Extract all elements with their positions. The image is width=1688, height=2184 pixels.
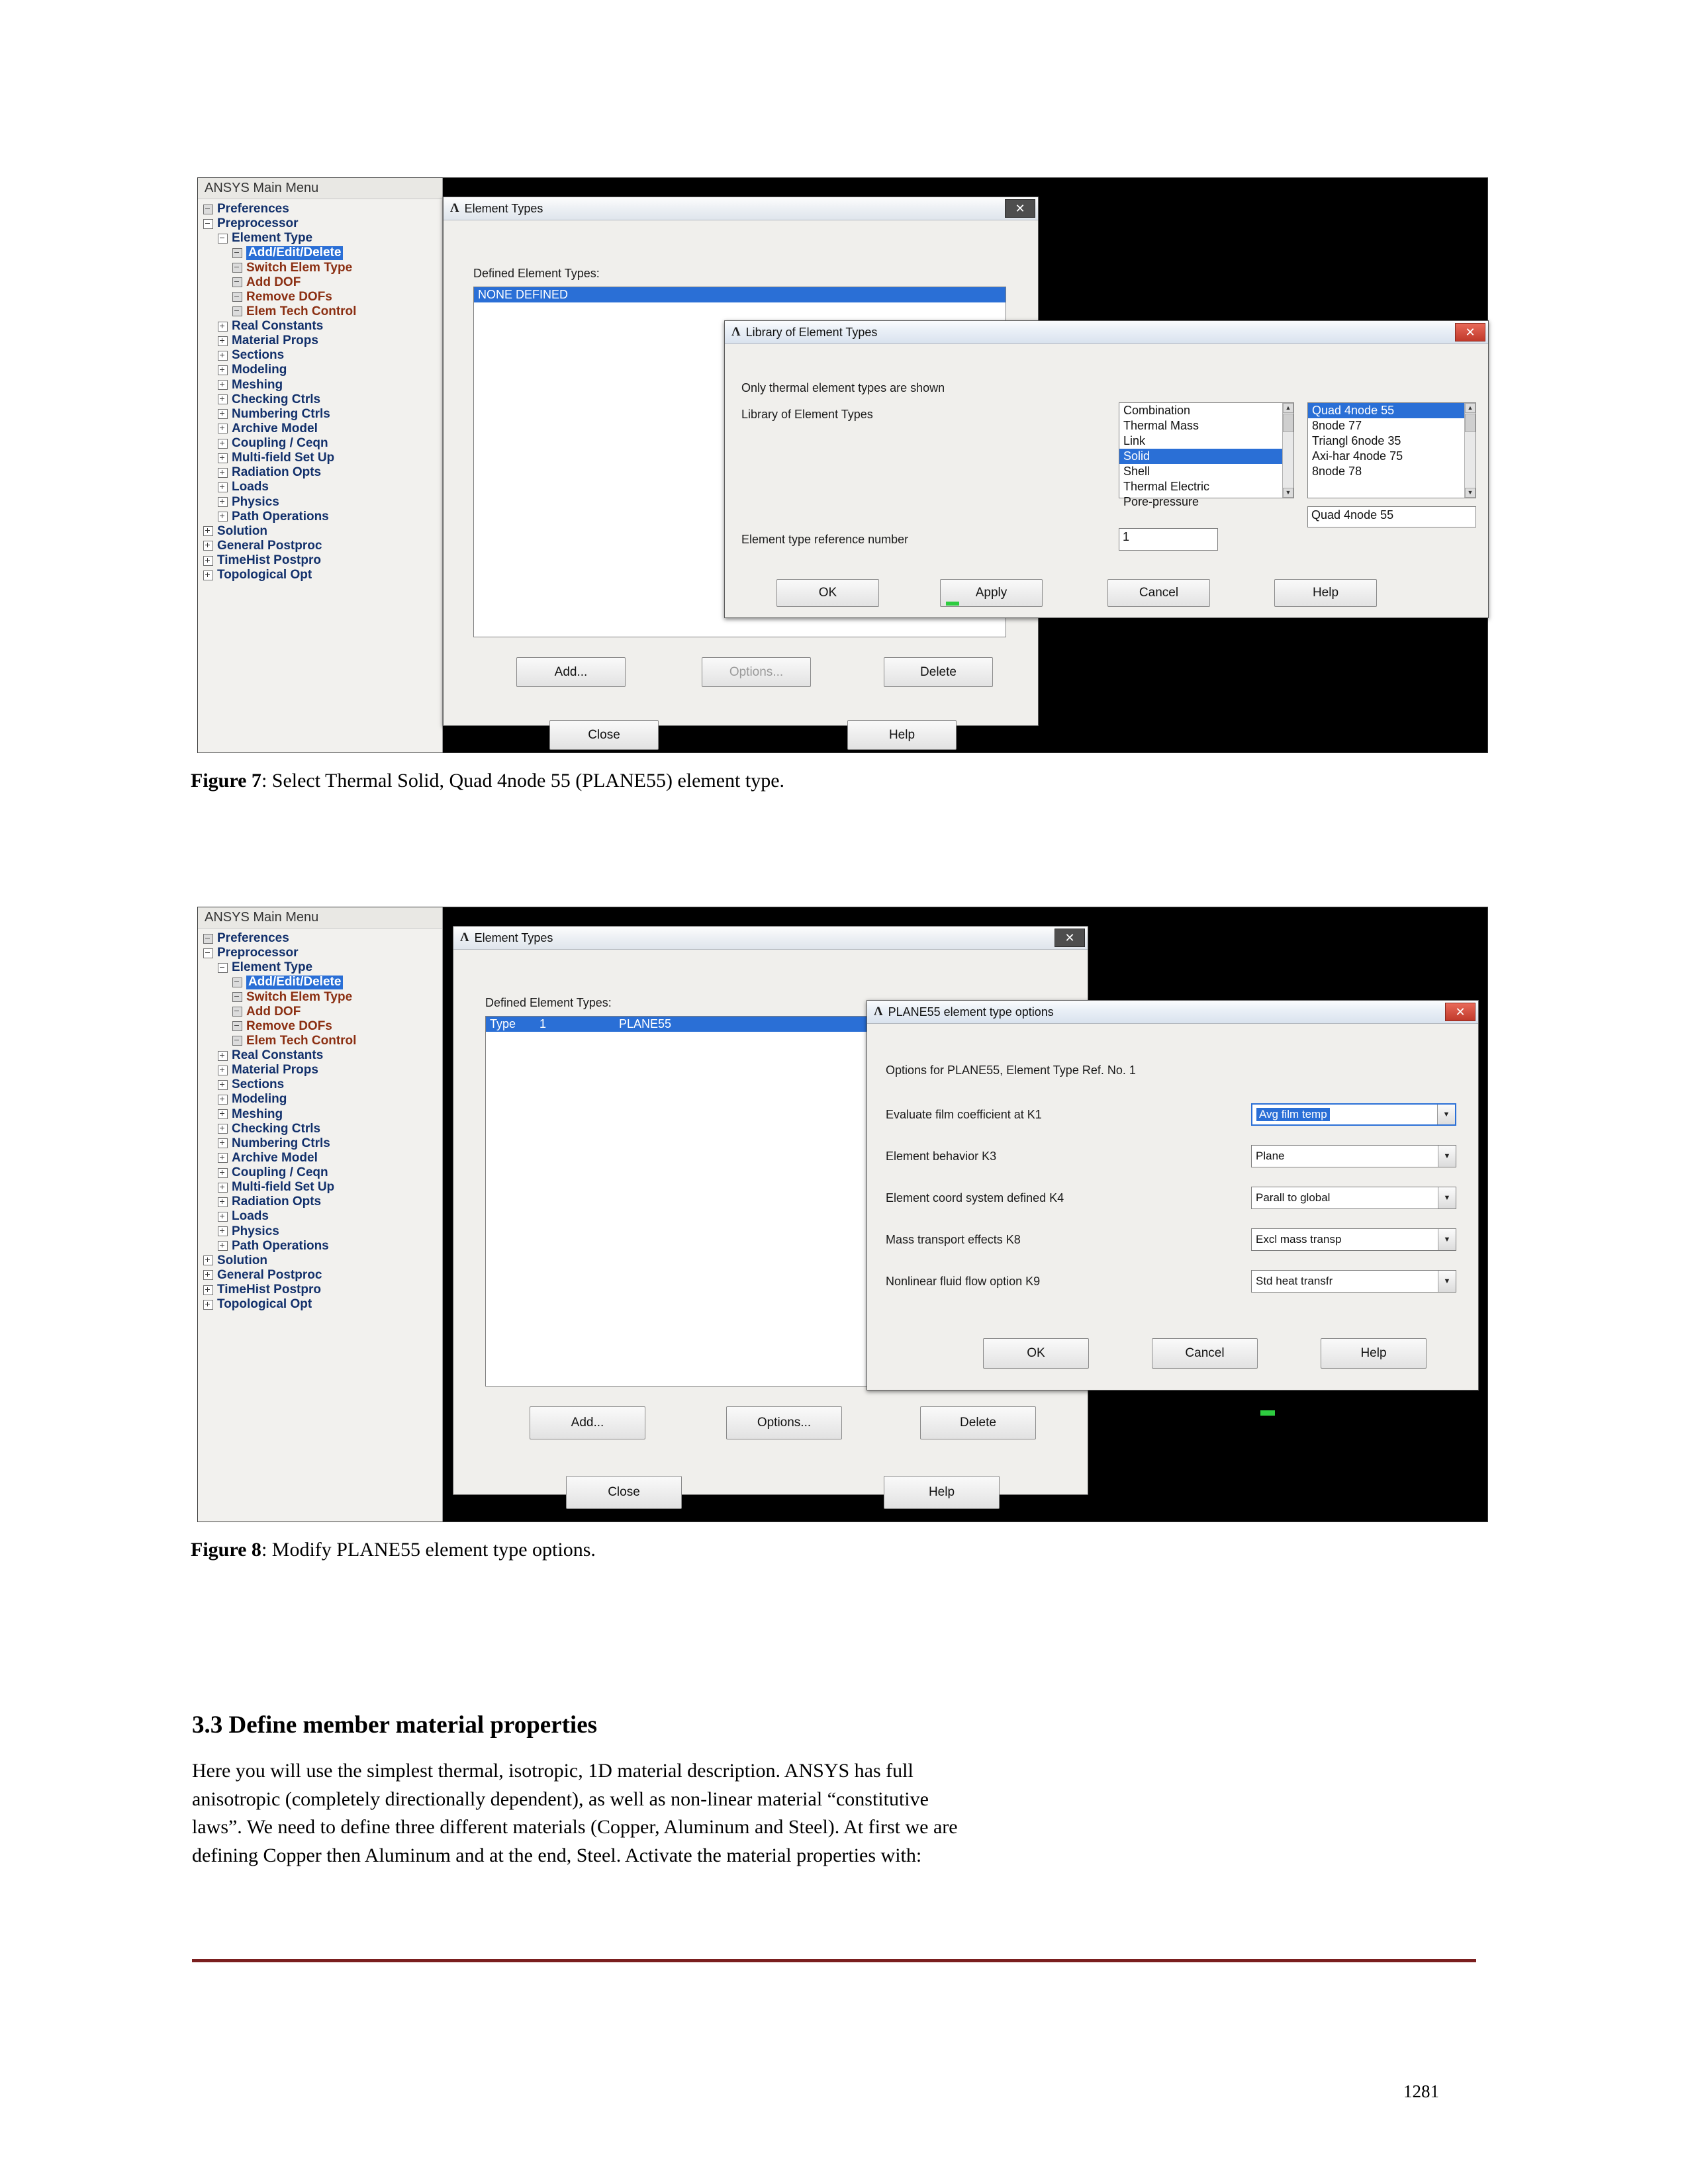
tree-item-add-dof[interactable] <box>198 275 442 290</box>
scroll-down-icon[interactable]: ▼ <box>1465 488 1476 498</box>
tree-item-timehist-postpro[interactable] <box>198 553 442 568</box>
section-heading-3-3: 3.3 Define member material properties <box>192 1711 598 1739</box>
option-value: Plane <box>1256 1150 1285 1162</box>
tree-item-label: Preprocessor <box>217 946 299 960</box>
tree-item-label: Sections <box>232 348 285 363</box>
figure-7-caption <box>191 770 784 792</box>
ansys-logo-icon: Λ <box>460 931 469 944</box>
scrollbar-thumb[interactable] <box>1465 414 1476 432</box>
ansys-logo-icon: Λ <box>450 201 459 215</box>
help-button-8[interactable]: Help <box>884 1476 1000 1509</box>
tree-item-coupling-ceqn[interactable] <box>198 1165 442 1180</box>
expand-icon[interactable] <box>218 424 228 433</box>
tree-item-preferences[interactable] <box>198 202 442 216</box>
expand-icon[interactable] <box>218 512 228 522</box>
tree-item-elem-tech-control[interactable] <box>198 1034 442 1048</box>
row-type: Type <box>490 1017 516 1030</box>
tree-item-label: Sections <box>232 1077 285 1092</box>
element-type-reference-number-input[interactable]: 1 <box>1119 528 1218 551</box>
expand-icon[interactable] <box>218 1168 228 1178</box>
tree-item-label: Remove DOFs <box>246 289 332 304</box>
bullet-icon[interactable] <box>232 1036 242 1046</box>
expand-icon[interactable] <box>218 380 228 390</box>
expand-icon[interactable] <box>218 1197 228 1207</box>
row-number: 1 <box>539 1017 547 1030</box>
tree-item-preprocessor[interactable] <box>198 216 442 231</box>
scroll-up-icon[interactable]: ▲ <box>1283 403 1293 413</box>
help-button-options[interactable]: Help <box>1321 1338 1427 1369</box>
tree-item-radiation-opts[interactable] <box>198 1195 442 1209</box>
tree-item-preferences[interactable] <box>198 931 442 946</box>
tree-item-label: Preferences <box>217 931 289 945</box>
tree-item-label: Coupling / Ceqn <box>232 436 328 450</box>
expand-icon[interactable] <box>218 468 228 478</box>
close-icon[interactable]: ✕ <box>1055 929 1085 947</box>
options-button-7[interactable]: Options... <box>702 657 811 687</box>
tree-item-preprocessor[interactable] <box>198 946 442 960</box>
cancel-button-library[interactable]: Cancel <box>1107 579 1210 607</box>
expand-icon[interactable] <box>203 1285 213 1295</box>
tree-item-label: Physics <box>232 494 279 509</box>
scrollbar-vertical[interactable] <box>1464 403 1476 498</box>
tree-item-remove-dofs[interactable] <box>198 290 442 304</box>
option-value: Excl mass transp <box>1256 1233 1342 1246</box>
bullet-icon[interactable] <box>232 992 242 1002</box>
library-body <box>725 344 1488 641</box>
tree-item-numbering-ctrls[interactable] <box>198 407 442 422</box>
element-types-title-7: Element Types <box>464 201 543 215</box>
expand-icon[interactable] <box>218 1124 228 1134</box>
expand-icon[interactable] <box>203 1300 213 1310</box>
figure-8-screenshot <box>197 907 1488 1522</box>
tree-item-path-operations[interactable] <box>198 1239 442 1253</box>
ansys-tree-8[interactable] <box>198 929 442 1312</box>
expand-icon[interactable] <box>218 351 228 361</box>
tree-item-checking-ctrls[interactable] <box>198 392 442 407</box>
tree-item-label: Add DOF <box>246 275 301 289</box>
option-value: Parall to global <box>1256 1191 1331 1204</box>
expand-icon[interactable] <box>218 439 228 449</box>
expand-icon[interactable] <box>218 1080 228 1090</box>
list-item[interactable]: Axi-har 4node 75 <box>1312 449 1403 463</box>
section-paragraph <box>192 1757 1476 1870</box>
tree-item-label: General Postproc <box>217 538 322 553</box>
graphics-marker <box>946 602 959 606</box>
bullet-icon[interactable] <box>232 1021 242 1031</box>
close-icon[interactable]: ✕ <box>1445 1003 1476 1021</box>
expand-icon[interactable] <box>218 409 228 419</box>
option-label-k1: Element behavior K3 <box>886 1150 997 1163</box>
tree-item-label: Multi-field Set Up <box>232 451 335 465</box>
chevron-down-icon[interactable]: ▼ <box>1438 1146 1456 1167</box>
expand-icon[interactable] <box>218 1212 228 1222</box>
tree-item-label: Add/Edit/Delete <box>246 976 343 989</box>
cancel-button-options[interactable]: Cancel <box>1152 1338 1258 1369</box>
list-item[interactable]: Shell <box>1123 465 1150 478</box>
expand-icon[interactable] <box>203 526 213 536</box>
collapse-icon[interactable] <box>203 219 213 229</box>
figure-7-caption-text: : Select Thermal Solid, Quad 4node 55 (PLANE55) element type. <box>261 770 785 792</box>
plane55-options-title: PLANE55 element type options <box>888 1005 1054 1019</box>
tree-item-label: Physics <box>232 1224 279 1238</box>
expand-icon[interactable] <box>218 453 228 463</box>
ok-button-options[interactable]: OK <box>983 1338 1089 1369</box>
close-icon[interactable]: ✕ <box>1455 323 1485 341</box>
option-dropdown-k0[interactable] <box>1251 1103 1456 1126</box>
tree-item-label: Material Props <box>232 334 318 348</box>
tree-item-add-dof[interactable] <box>198 1005 442 1019</box>
tree-item-label: Preferences <box>217 202 289 216</box>
collapse-icon[interactable] <box>218 234 228 244</box>
tree-item-real-constants[interactable] <box>198 319 442 334</box>
ansys-main-menu-title-8: ANSYS Main Menu <box>198 907 442 929</box>
expand-icon[interactable] <box>203 570 213 580</box>
defined-element-types-label-7: Defined Element Types: <box>473 267 600 280</box>
figure-8-caption-label: Figure 8 <box>191 1539 261 1561</box>
tree-item-label: Solution <box>217 523 267 538</box>
figure-8-caption-text: : Modify PLANE55 element type options. <box>261 1539 596 1561</box>
tree-item-general-postproc[interactable] <box>198 539 442 553</box>
tree-item-archive-model[interactable] <box>198 1151 442 1165</box>
tree-item-label: Element Type <box>232 960 313 975</box>
figure-7 <box>191 177 1488 792</box>
tree-item-numbering-ctrls[interactable] <box>198 1136 442 1151</box>
tree-item-material-props[interactable] <box>198 334 442 348</box>
scroll-down-icon[interactable]: ▼ <box>1283 488 1293 498</box>
element-types-titlebar-7 <box>444 197 1038 220</box>
list-item[interactable]: Pore-pressure <box>1123 495 1199 508</box>
option-value: Std heat transfr <box>1256 1275 1333 1287</box>
help-button-library[interactable]: Help <box>1274 579 1377 607</box>
tree-item-label: Real Constants <box>232 319 324 333</box>
tree-item-label: Elem Tech Control <box>246 304 357 318</box>
tree-item-label: Meshing <box>232 1107 283 1121</box>
bullet-icon[interactable] <box>203 205 213 214</box>
element-type-list[interactable] <box>1307 402 1476 498</box>
library-title: Library of Element Types <box>745 325 878 339</box>
tree-item-label: Preprocessor <box>217 216 299 231</box>
expand-icon[interactable] <box>218 497 228 507</box>
ansys-main-menu-panel-8 <box>198 907 443 1522</box>
tree-item-label: TimeHist Postpro <box>217 1283 321 1297</box>
option-dropdown-k1[interactable] <box>1251 1145 1456 1167</box>
tree-item-material-props[interactable] <box>198 1063 442 1077</box>
tree-item-path-operations[interactable] <box>198 510 442 524</box>
tree-item-label: Archive Model <box>232 421 318 435</box>
expand-icon[interactable] <box>218 1095 228 1105</box>
tree-item-remove-dofs[interactable] <box>198 1019 442 1034</box>
tree-item-label: TimeHist Postpro <box>217 553 321 567</box>
tree-item-topological-opt[interactable] <box>198 568 442 582</box>
tree-item-real-constants[interactable] <box>198 1048 442 1063</box>
tree-item-topological-opt[interactable] <box>198 1297 442 1312</box>
scrollbar-vertical[interactable] <box>1282 403 1293 498</box>
plane55-options-body <box>867 1024 1478 1413</box>
tree-item-label: Numbering Ctrls <box>232 1136 330 1150</box>
tree-item-label: Element Type <box>232 231 313 246</box>
plane55-options-titlebar <box>867 1001 1478 1024</box>
options-button-8[interactable]: Options... <box>726 1406 842 1439</box>
list-item[interactable]: 8node 77 <box>1312 419 1362 432</box>
paragraph-line: laws”. We need to define three different materials (Copper, Aluminum and Steel). At first we are <box>192 1816 958 1839</box>
ansys-main-menu-panel-7 <box>198 178 443 752</box>
figure-7-screenshot <box>197 177 1488 753</box>
list-item[interactable]: Solid <box>1119 449 1283 464</box>
tree-item-label: Solution <box>217 1253 267 1267</box>
tree-item-label: Modeling <box>232 363 287 377</box>
tree-item-switch-elem-type[interactable] <box>198 261 442 275</box>
list-item[interactable]: 8node 78 <box>1312 465 1362 478</box>
option-label-k3: Mass transport effects K8 <box>886 1233 1021 1246</box>
expand-icon[interactable] <box>203 1255 213 1265</box>
tree-item-switch-elem-type[interactable] <box>198 990 442 1005</box>
tree-item-label: Radiation Opts <box>232 465 322 480</box>
help-button-7[interactable]: Help <box>847 720 957 750</box>
close-button-7[interactable]: Close <box>549 720 659 750</box>
graphics-marker <box>1260 1410 1275 1416</box>
tree-item-label: General Postproc <box>217 1267 322 1282</box>
list-item[interactable]: Thermal Mass <box>1123 419 1199 432</box>
tree-item-loads[interactable] <box>198 1209 442 1224</box>
collapse-icon[interactable] <box>203 948 213 958</box>
tree-item-label: Elem Tech Control <box>246 1033 357 1048</box>
tree-item-label: Path Operations <box>232 509 329 523</box>
option-value: Avg film temp <box>1256 1108 1330 1121</box>
tree-item-physics[interactable] <box>198 495 442 510</box>
tree-item-label: Switch Elem Type <box>246 989 353 1004</box>
ansys-logo-icon: Λ <box>874 1005 883 1019</box>
scrollbar-thumb[interactable] <box>1283 414 1293 432</box>
expand-icon[interactable] <box>218 1051 228 1061</box>
bullet-icon[interactable] <box>232 978 242 987</box>
tree-item-label: Meshing <box>232 377 283 392</box>
tree-item-multi-field-set-up[interactable] <box>198 1180 442 1195</box>
defined-element-types-label-8: Defined Element Types: <box>485 996 612 1009</box>
tree-item-multi-field-set-up[interactable] <box>198 451 442 465</box>
tree-item-label: Real Constants <box>232 1048 324 1062</box>
tree-item-element-type[interactable] <box>198 231 442 246</box>
option-label-k4: Nonlinear fluid flow option K9 <box>886 1275 1041 1288</box>
add-button-8[interactable]: Add... <box>530 1406 645 1439</box>
expand-icon[interactable] <box>218 1153 228 1163</box>
option-label-k2: Element coord system defined K4 <box>886 1191 1064 1205</box>
tree-item-elem-tech-control[interactable] <box>198 304 442 319</box>
expand-icon[interactable] <box>218 1066 228 1075</box>
chevron-down-icon[interactable]: ▼ <box>1437 1105 1455 1124</box>
tree-item-physics[interactable] <box>198 1224 442 1239</box>
scroll-up-icon[interactable]: ▲ <box>1465 403 1476 413</box>
tree-item-label: Topological Opt <box>217 568 312 582</box>
tree-item-label: Archive Model <box>232 1150 318 1165</box>
tree-item-label: Modeling <box>232 1092 287 1107</box>
figure-8-caption <box>191 1539 596 1561</box>
expand-icon[interactable] <box>218 1226 228 1236</box>
option-dropdown-k2[interactable] <box>1251 1187 1456 1209</box>
tree-item-label: Path Operations <box>232 1238 329 1253</box>
option-dropdown-k3[interactable] <box>1251 1228 1456 1251</box>
bullet-icon[interactable] <box>232 263 242 273</box>
tree-item-sections[interactable] <box>198 348 442 363</box>
thermal-note-label: Only thermal element types are shown <box>741 381 945 394</box>
expand-icon[interactable] <box>218 365 228 375</box>
list-item[interactable]: Combination <box>1123 404 1191 417</box>
tree-item-general-postproc[interactable] <box>198 1268 442 1283</box>
option-dropdown-k4[interactable] <box>1251 1270 1456 1293</box>
expand-icon[interactable] <box>218 482 228 492</box>
expand-icon[interactable] <box>218 336 228 346</box>
tree-item-checking-ctrls[interactable] <box>198 1122 442 1136</box>
tree-item-label: Checking Ctrls <box>232 392 321 406</box>
expand-icon[interactable] <box>203 556 213 566</box>
close-button-8[interactable]: Close <box>566 1476 682 1509</box>
tree-item-meshing[interactable] <box>198 378 442 392</box>
list-item[interactable]: NONE DEFINED <box>474 287 1006 302</box>
add-button-7[interactable]: Add... <box>516 657 626 687</box>
chevron-down-icon[interactable]: ▼ <box>1438 1187 1456 1208</box>
paragraph-line: Here you will use the simplest thermal, isotropic, 1D material description. ANSYS has full <box>192 1760 914 1782</box>
option-label-k0: Evaluate film coefficient at K1 <box>886 1108 1042 1121</box>
chevron-down-icon[interactable]: ▼ <box>1438 1271 1456 1292</box>
ansys-logo-icon: Λ <box>731 325 741 339</box>
bullet-icon[interactable] <box>232 1007 242 1017</box>
tree-item-label: Remove DOFs <box>246 1019 332 1033</box>
bullet-icon[interactable] <box>203 934 213 944</box>
tree-item-sections[interactable] <box>198 1077 442 1092</box>
bullet-icon[interactable] <box>232 292 242 302</box>
tree-item-solution[interactable] <box>198 524 442 539</box>
tree-item-label: Checking Ctrls <box>232 1121 321 1136</box>
tree-item-timehist-postpro[interactable] <box>198 1283 442 1297</box>
expand-icon[interactable] <box>218 394 228 404</box>
tree-item-modeling[interactable] <box>198 363 442 377</box>
tree-item-label: Add DOF <box>246 1004 301 1019</box>
library-titlebar <box>725 321 1488 344</box>
figure-7-caption-label: Figure 7 <box>191 770 261 792</box>
delete-button-7[interactable]: Delete <box>884 657 993 687</box>
page-number: 1281 <box>1403 2081 1439 2101</box>
element-types-title-8: Element Types <box>474 931 553 944</box>
paragraph-line: anisotropic (completely directionally dependent), as well as non-linear material “constitutive <box>192 1788 929 1810</box>
figure-8 <box>191 907 1488 1561</box>
tree-item-label: Add/Edit/Delete <box>246 246 343 259</box>
bullet-icon[interactable] <box>232 277 242 287</box>
tree-item-add-edit-delete[interactable] <box>198 975 442 989</box>
tree-item-loads[interactable] <box>198 480 442 494</box>
tree-item-coupling-ceqn[interactable] <box>198 436 442 451</box>
tree-item-meshing[interactable] <box>198 1107 442 1122</box>
bullet-icon[interactable] <box>232 306 242 316</box>
tree-item-solution[interactable] <box>198 1253 442 1268</box>
row-name: PLANE55 <box>619 1017 672 1030</box>
ok-button-library[interactable]: OK <box>776 579 879 607</box>
element-category-list[interactable] <box>1119 402 1294 508</box>
chevron-down-icon[interactable]: ▼ <box>1438 1229 1456 1250</box>
list-item[interactable]: Quad 4node 55 <box>1308 403 1465 418</box>
tree-item-label: Switch Elem Type <box>246 260 353 275</box>
tree-item-element-type[interactable] <box>198 960 442 975</box>
bullet-icon[interactable] <box>232 248 242 258</box>
library-of-element-types-label: Library of Element Types <box>741 408 873 421</box>
paragraph-line: defining Copper then Aluminum and at the end, Steel. Activate the material properties with: <box>192 1844 922 1866</box>
expand-icon[interactable] <box>218 1241 228 1251</box>
tree-item-radiation-opts[interactable] <box>198 465 442 480</box>
plane55-options-subtitle: Options for PLANE55, Element Type Ref. No. 1 <box>886 1064 1136 1077</box>
ansys-main-menu-title-7: ANSYS Main Menu <box>198 178 442 199</box>
expand-icon[interactable] <box>218 1183 228 1193</box>
delete-button-8[interactable]: Delete <box>920 1406 1036 1439</box>
tree-item-label: Loads <box>232 480 269 494</box>
list-item[interactable]: Triangl 6node 35 <box>1312 434 1401 447</box>
expand-icon[interactable] <box>218 1138 228 1148</box>
ansys-tree-7[interactable] <box>198 199 442 582</box>
tree-item-archive-model[interactable] <box>198 422 442 436</box>
expand-icon[interactable] <box>218 1109 228 1119</box>
tree-item-label: Multi-field Set Up <box>232 1180 335 1195</box>
tree-item-label: Loads <box>232 1209 269 1224</box>
close-icon[interactable]: ✕ <box>1005 199 1035 218</box>
tree-item-modeling[interactable] <box>198 1092 442 1107</box>
tree-item-add-edit-delete[interactable] <box>198 246 442 260</box>
tree-item-label: Topological Opt <box>217 1297 312 1312</box>
library-of-element-types-dialog[interactable] <box>724 320 1489 618</box>
expand-icon[interactable] <box>203 1270 213 1280</box>
element-type-reference-number-label: Element type reference number <box>741 533 909 546</box>
footer-divider <box>192 1959 1476 1962</box>
list-item[interactable]: Thermal Electric <box>1123 480 1210 493</box>
tree-item-label: Radiation Opts <box>232 1195 322 1209</box>
expand-icon[interactable] <box>203 541 213 551</box>
list-item[interactable]: Link <box>1123 434 1146 447</box>
collapse-icon[interactable] <box>218 963 228 973</box>
expand-icon[interactable] <box>218 322 228 332</box>
tree-item-label: Coupling / Ceqn <box>232 1165 328 1179</box>
apply-button-library[interactable]: Apply <box>940 579 1043 607</box>
plane55-options-dialog[interactable] <box>867 1000 1479 1390</box>
element-types-titlebar-8 <box>453 927 1088 950</box>
selected-element-type-field: Quad 4node 55 <box>1307 506 1476 527</box>
tree-item-label: Material Props <box>232 1063 318 1077</box>
tree-item-label: Numbering Ctrls <box>232 406 330 421</box>
